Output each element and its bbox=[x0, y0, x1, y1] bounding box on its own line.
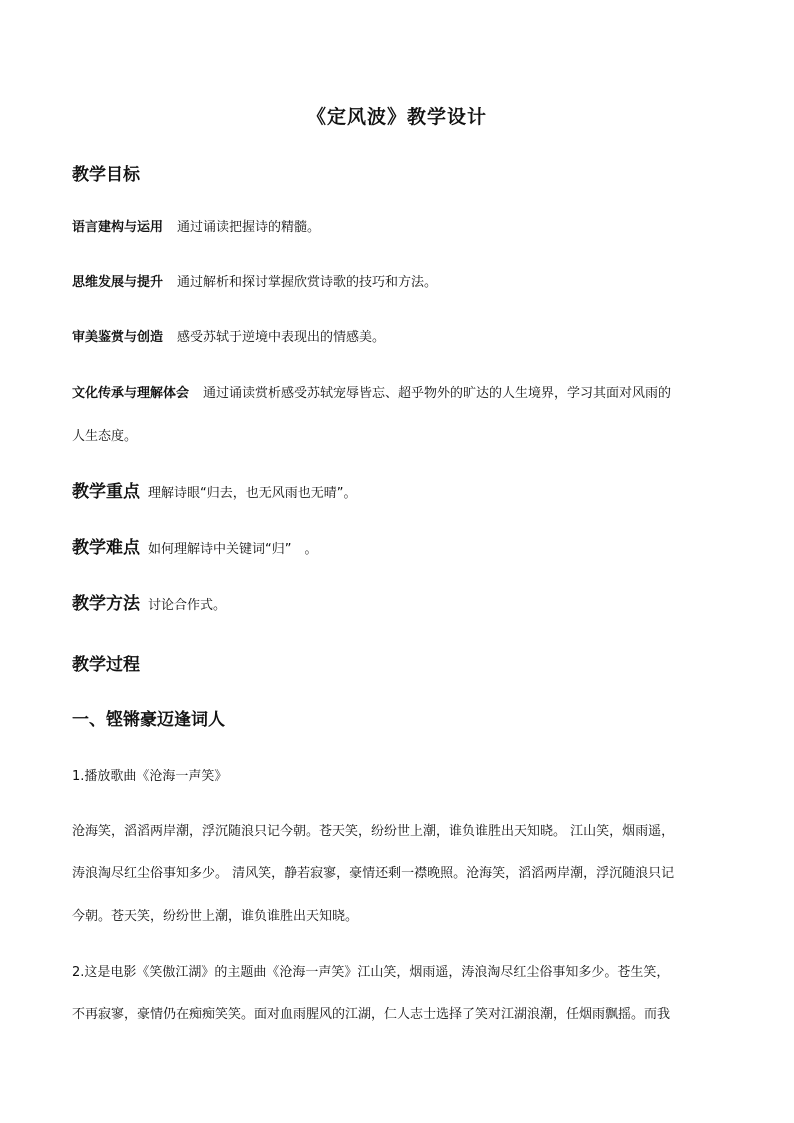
objective-text: 通过解析和探讨掌握欣赏诗歌的技巧和方法。 bbox=[177, 275, 438, 290]
objective-thinking bbox=[72, 276, 732, 290]
objective-label: 审美鉴赏与创造 bbox=[72, 330, 164, 345]
lyrics-line: 今朝。苍天笑，纷纷世上潮，谁负谁胜出天知晓。 bbox=[72, 909, 359, 924]
lyrics-line: 沧海笑，滔滔两岸潮，浮沉随浪只记今朝。苍天笑，纷纷世上潮，谁负谁胜出天知晓。 江山笑，烟雨遥， bbox=[72, 824, 675, 839]
objective-text: 通过诵读赏析感受苏轼宠辱皆忘、超乎物外的旷达的人生境界，学习其面对风雨的 bbox=[203, 386, 672, 401]
objective-label: 语言建构与运用 bbox=[72, 220, 164, 235]
step-1: 1.播放歌曲《沧海一声笑》 bbox=[72, 769, 228, 784]
objective-label: 文化传承与理解体会 bbox=[72, 386, 190, 401]
method-label: 教学方法 bbox=[72, 594, 140, 614]
difficulty-text: 如何理解诗中关键词“归” 。 bbox=[148, 542, 318, 557]
difficulty bbox=[72, 538, 732, 558]
lyrics-line: 涛浪淘尽红尘俗事知多少。 清风笑，静若寂寥，豪情还剩一襟晚照。沧海笑，滔滔两岸潮，浮沉随浪只记 bbox=[72, 866, 675, 881]
method-text: 讨论合作式。 bbox=[148, 598, 227, 613]
objective-culture bbox=[72, 387, 732, 401]
objective-label: 思维发展与提升 bbox=[72, 275, 164, 290]
difficulty-label: 教学难点 bbox=[72, 538, 140, 558]
objective-text: 通过诵读把握诗的精髓。 bbox=[177, 220, 321, 235]
key-point bbox=[72, 482, 732, 502]
step-2-line: 2.这是电影《笑傲江湖》的主题曲《沧海一声笑》江山笑，烟雨遥，涛浪淘尽红尘俗事知多少。苍生笑， bbox=[72, 965, 670, 980]
key-point-text: 理解诗眼“归去，也无风雨也无晴”。 bbox=[148, 486, 357, 501]
section-heading: 一、铿锵豪迈逢词人 bbox=[72, 710, 225, 730]
document-title: 《定风波》教学设计 bbox=[306, 106, 487, 128]
method bbox=[72, 594, 732, 614]
objective-aesthetic bbox=[72, 331, 732, 345]
key-point-label: 教学重点 bbox=[72, 482, 140, 502]
objective-text: 感受苏轼于逆境中表现出的情感美。 bbox=[177, 330, 386, 345]
objectives-heading: 教学目标 bbox=[72, 165, 140, 185]
step-2-line: 不再寂寥，豪情仍在痴痴笑笑。面对血雨腥风的江湖，仁人志士选择了笑对江湖浪潮，任烟雨飘摇。而我 bbox=[72, 1007, 671, 1022]
process-heading: 教学过程 bbox=[72, 655, 140, 675]
objective-culture-continued: 人生态度。 bbox=[72, 429, 138, 444]
objective-language bbox=[72, 221, 732, 235]
